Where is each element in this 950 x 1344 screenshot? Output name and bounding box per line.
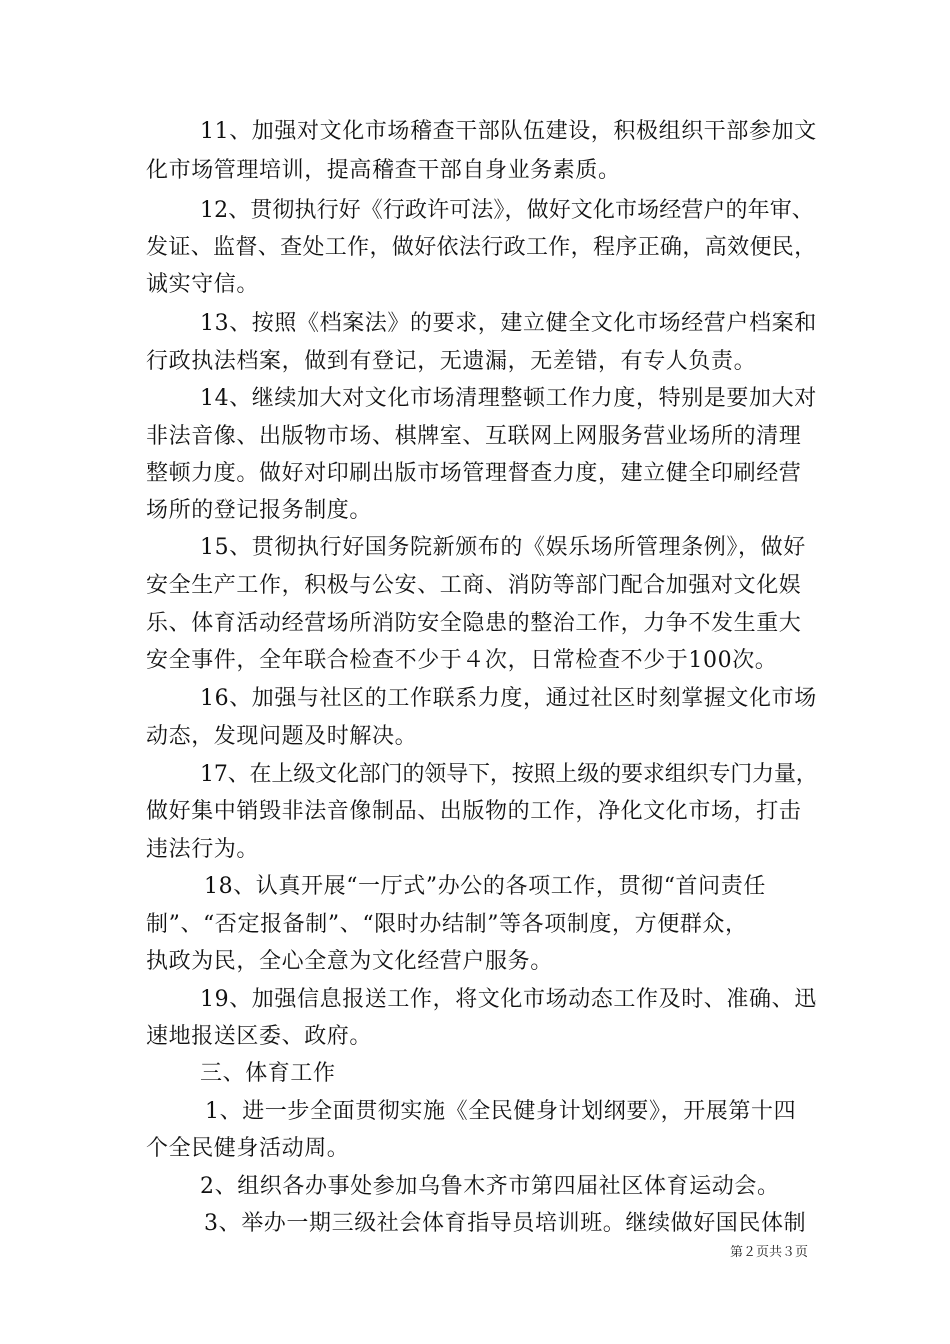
text-line: 诚实守信。 <box>146 272 260 297</box>
text-line: 违法行为。 <box>146 837 260 862</box>
text-line: 整顿力度。做好对印刷出版市场管理督查力度，建立健全印刷经营 <box>146 461 802 486</box>
text-line: 3、举办一期三级社会体育指导员培训班。继续做好国民体制 <box>204 1211 807 1236</box>
text-line: 14、继续加大对文化市场清理整顿工作力度，特别是要加大对 <box>200 386 817 411</box>
text-line: 个全民健身活动周。 <box>146 1136 350 1161</box>
text-line: 19、加强信息报送工作，将文化市场动态工作及时、准确、迅 <box>200 987 817 1012</box>
text-line: 行政执法档案，做到有登记，无遗漏，无差错，有专人负责。 <box>146 349 757 374</box>
text-line: 动态，发现问题及时解决。 <box>146 724 418 749</box>
text-line: 13、按照《档案法》的要求，建立健全文化市场经营户档案和 <box>200 311 817 336</box>
text-line: 做好集中销毁非法音像制品、出版物的工作，净化文化市场，打击 <box>146 799 802 824</box>
text-line: 执政为民，全心全意为文化经营户服务。 <box>146 949 553 974</box>
text-line: 制”、“否定报备制”、“限时办结制”等各项制度，方便群众， <box>146 912 748 937</box>
text-line: 发证、监督、查处工作，做好依法行政工作，程序正确，高效便民， <box>146 235 817 260</box>
page-number-footer: 第２页共３页 <box>729 1245 808 1260</box>
text-line: 12、贯彻执行好《行政许可法》，做好文化市场经营户的年审、 <box>200 198 814 223</box>
text-line: 11、加强对文化市场稽查干部队伍建设，积极组织干部参加文 <box>200 119 817 144</box>
section-heading: 三、体育工作 <box>200 1061 336 1086</box>
text-line: 18、认真开展“一厅式”办公的各项工作，贯彻“首问责任 <box>204 874 766 899</box>
text-line: 安全生产工作，积极与公安、工商、消防等部门配合加强对文化娱 <box>146 573 802 598</box>
text-line: 化市场管理培训，提高稽查干部自身业务素质。 <box>146 158 621 183</box>
text-line: 15、贯彻执行好国务院新颁布的《娱乐场所管理条例》，做好 <box>200 535 806 560</box>
text-line: 非法音像、出版物市场、棋牌室、互联网上网服务营业场所的清理 <box>146 424 802 449</box>
text-line: 乐、体育活动经营场所消防安全隐患的整治工作，力争不发生重大 <box>146 611 802 636</box>
text-line: 1、进一步全面贯彻实施《全民健身计划纲要》，开展第十四 <box>205 1099 797 1124</box>
text-line: 速地报送区委、政府。 <box>146 1024 373 1049</box>
text-line: 场所的登记报务制度。 <box>146 498 373 523</box>
text-line: 安全事件，全年联合检查不少于４次，日常检查不少于100次。 <box>146 648 778 673</box>
text-line: 17、在上级文化部门的领导下，按照上级的要求组织专门力量， <box>200 762 818 787</box>
text-line: 2、组织各办事处参加乌鲁木齐市第四届社区体育运动会。 <box>200 1174 780 1199</box>
text-line: 16、加强与社区的工作联系力度，通过社区时刻掌握文化市场 <box>200 686 817 711</box>
